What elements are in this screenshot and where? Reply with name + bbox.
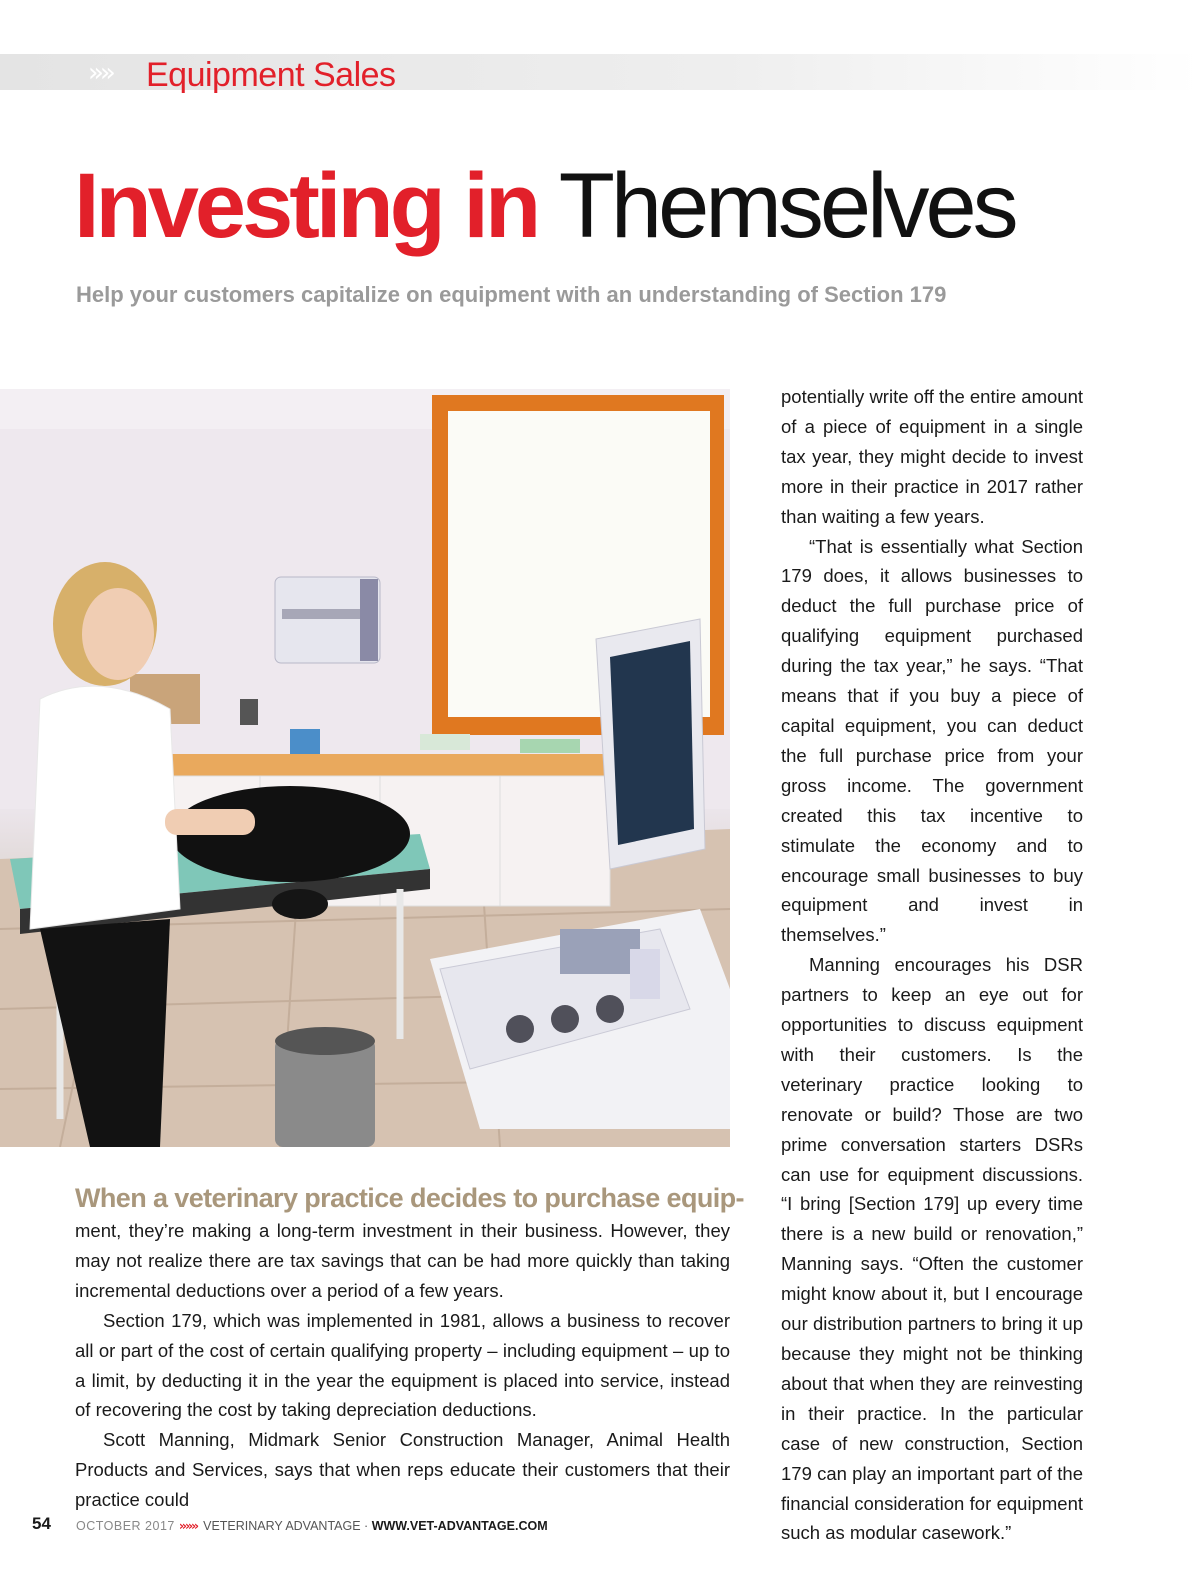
- headline-red-part: Investing in: [74, 155, 538, 257]
- lead-paragraph-text: ment, they’re making a long-term investment in their business. However, they may not realize there are tax savings that can be had more quickly than taking incremental deductions over a period of a few years.: [75, 1220, 730, 1301]
- page-number: 54: [32, 1514, 51, 1533]
- photo-illustration: [0, 389, 730, 1147]
- body-paragraph: Scott Manning, Midmark Senior Construction Manager, Animal Health Products and Services, says that when reps educate their customers that their practice could: [75, 1429, 730, 1511]
- article-deck: Help your customers capitalize on equipment with an understanding of Section 179: [76, 282, 947, 307]
- section-chevrons: »»: [88, 58, 112, 88]
- section-label: Equipment Sales: [146, 56, 396, 94]
- footer-website-link[interactable]: WWW.VET-ADVANTAGE.COM: [371, 1519, 548, 1533]
- body-paragraph: Section 179, which was implemented in 1981, allows a business to recover all or part of the cost of certain qualifying property – including equipment – up to a limit, by deducting it in the year the equipment is placed into service, instead of recovering the cost by taking depreciation deductions.: [75, 1309, 730, 1421]
- page-footer: [76, 1518, 548, 1533]
- left-column: [75, 1180, 744, 1515]
- article-headline: [74, 155, 1015, 257]
- lead-paragraph: [75, 1180, 744, 1306]
- footer-month: OCTOBER 2017: [76, 1519, 175, 1533]
- veterinary-exam-room-photo: [0, 389, 730, 1147]
- body-paragraph: “That is essentially what Section 179 does, it allows businesses to deduct the full purchase price of qualifying equipment purchased during the tax year,” he says. “That means that if you buy a piece of capital equipment, you can deduct the full purchase price from your gross income. The government created this tax incentive to stimulate the economy and to encourage small businesses to buy equipment and invest in themselves.”: [781, 535, 1083, 946]
- footer-chevrons: »»»: [178, 1518, 198, 1533]
- right-column: [781, 382, 1083, 1548]
- body-paragraph: potentially write off the entire amount of a piece of equipment in a single tax year, they might decide to invest more in their practice in 2017 rather than waiting a few years.: [781, 386, 1083, 527]
- headline-black-part: Themselves: [558, 155, 1015, 257]
- lead-in-text: When a veterinary practice decides to purchase equip-: [75, 1183, 744, 1213]
- body-paragraph: Manning encourages his DSR partners to keep an eye out for opportunities to discuss equipment with their customers. Is the veterinary practice looking to renovate or build? Those are two prime conversation starters DSRs can use for equipment discussions. “I bring [Section 179] up every time there is a new build or renovation,” Manning says. “Often the customer might know about it, but I encourage our distribution partners to bring it up because they might not be thinking about that when they are reinvesting in their practice. In the particular case of new construction, Section 179 can play an important part of the financial consideration for equipment such as modular casework.”: [781, 954, 1083, 1544]
- footer-publication: VETERINARY ADVANTAGE: [203, 1519, 361, 1533]
- footer-separator: ·: [364, 1519, 369, 1533]
